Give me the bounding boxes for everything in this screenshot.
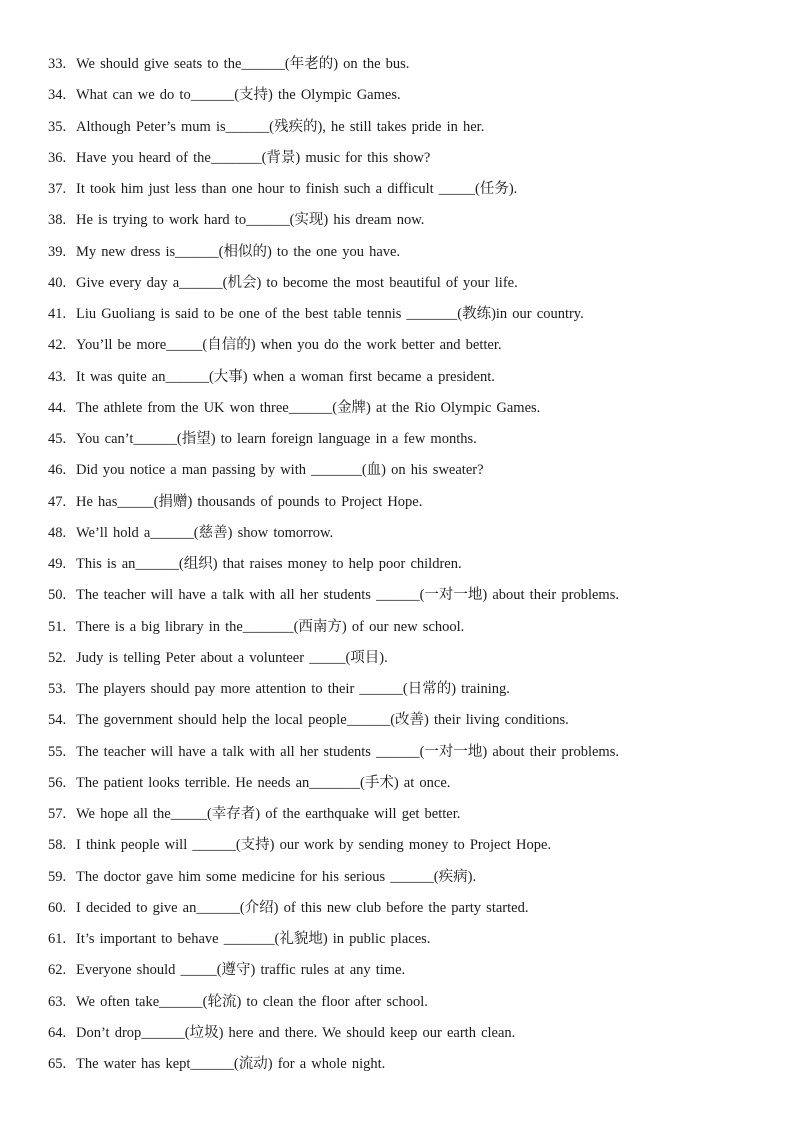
question-item (48, 54, 768, 85)
question-text: This is an______(组织) that raises money to help poor children. (76, 556, 462, 572)
question-item (48, 429, 768, 460)
question-text: He has_____(捐赠) thousands of pounds to Project Hope. (76, 493, 423, 510)
question-number: 64. (48, 1024, 67, 1041)
question-number: 53. (48, 681, 67, 697)
question-number: 45. (48, 431, 67, 447)
question-item (48, 867, 768, 898)
question-item (48, 617, 768, 648)
question-text: Liu Guoliang is said to be one of the best table tennis _______(教练)in our country. (76, 306, 584, 322)
question-text: Did you notice a man passing by with _______(血) on his sweater? (76, 462, 484, 479)
question-text: What can we do to______(支持) the Olympic Games. (76, 87, 401, 104)
question-item (48, 492, 768, 523)
question-item (48, 898, 768, 929)
question-number: 47. (48, 493, 67, 510)
question-text: Everyone should _____(遵守) traffic rules at any time. (76, 962, 406, 979)
question-number: 60. (48, 899, 67, 916)
question-item (48, 1054, 768, 1085)
question-item (48, 773, 768, 804)
question-number: 44. (48, 399, 67, 416)
question-number: 65. (48, 1056, 67, 1072)
question-text: You’ll be more_____(自信的) when you do the work better and better. (76, 337, 502, 354)
question-item (48, 304, 768, 335)
question-text: It’s important to behave _______(礼貌地) in public places. (76, 931, 431, 947)
question-number: 33. (48, 56, 67, 72)
question-number: 54. (48, 712, 67, 729)
question-item (48, 742, 768, 773)
question-item (48, 960, 768, 991)
question-text: It was quite an______(大事) when a woman first became a president. (76, 368, 495, 385)
question-text: The teacher will have a talk with all her students ______(一对一地) about their problems. (76, 587, 619, 604)
question-number: 57. (48, 806, 67, 822)
question-text: We’ll hold a______(慈善) show tomorrow. (76, 524, 334, 541)
question-text: The water has kept______(流动) for a whole night. (76, 1056, 386, 1072)
question-number: 52. (48, 649, 67, 666)
question-number: 51. (48, 618, 67, 635)
question-number: 59. (48, 868, 67, 885)
question-text: It took him just less than one hour to finish such a difficult _____(任务). (76, 181, 518, 197)
question-number: 36. (48, 149, 67, 166)
question-item (48, 710, 768, 741)
question-text: The athlete from the UK won three______(金牌) at the Rio Olympic Games. (76, 399, 541, 416)
question-number: 50. (48, 587, 67, 604)
question-list (48, 54, 768, 1085)
question-text: I think people will ______(支持) our work by sending money to Project Hope. (76, 837, 552, 854)
question-number: 37. (48, 181, 67, 197)
question-number: 42. (48, 337, 67, 354)
question-item (48, 117, 768, 148)
question-text: Judy is telling Peter about a volunteer _____(项目). (76, 649, 388, 666)
question-text: I decided to give an______(介绍) of this new club before the party started. (76, 899, 529, 916)
question-number: 46. (48, 462, 67, 479)
question-item (48, 85, 768, 116)
question-item (48, 210, 768, 241)
question-item (48, 679, 768, 710)
question-item (48, 179, 768, 210)
question-number: 55. (48, 743, 67, 760)
question-item (48, 367, 768, 398)
question-number: 63. (48, 993, 67, 1010)
question-item (48, 835, 768, 866)
question-item (48, 523, 768, 554)
question-number: 61. (48, 931, 67, 947)
question-text: Give every day a______(机会) to become the most beautiful of your life. (76, 274, 518, 291)
question-text: The doctor gave him some medicine for his serious ______(疾病). (76, 868, 477, 885)
question-number: 39. (48, 243, 67, 260)
question-text: The government should help the local people______(改善) their living conditions. (76, 712, 569, 729)
question-text: We often take______(轮流) to clean the floor after school. (76, 993, 428, 1010)
question-text: Don’t drop______(垃圾) here and there. We should keep our earth clean. (76, 1024, 516, 1041)
question-number: 40. (48, 274, 67, 291)
question-item (48, 929, 768, 960)
question-text: My new dress is______(相似的) to the one you have. (76, 243, 401, 260)
question-text: He is trying to work hard to______(实现) his dream now. (76, 212, 425, 229)
question-text: Have you heard of the_______(背景) music for this show? (76, 149, 431, 166)
question-text: The players should pay more attention to their ______(日常的) training. (76, 681, 510, 697)
question-text: We should give seats to the______(年老的) on the bus. (76, 56, 410, 72)
question-item (48, 992, 768, 1023)
question-item (48, 398, 768, 429)
question-number: 38. (48, 212, 67, 229)
question-number: 62. (48, 962, 67, 979)
question-item (48, 804, 768, 835)
question-number: 35. (48, 118, 67, 135)
question-item (48, 585, 768, 616)
question-text: The patient looks terrible. He needs an_______(手术) at once. (76, 774, 451, 791)
question-item (48, 242, 768, 273)
question-text: Although Peter’s mum is______(残疾的), he still takes pride in her. (76, 118, 485, 135)
question-item (48, 335, 768, 366)
question-number: 49. (48, 556, 67, 572)
question-number: 56. (48, 774, 67, 791)
question-item (48, 554, 768, 585)
question-item (48, 1023, 768, 1054)
question-number: 48. (48, 524, 67, 541)
question-text: You can’t______(指望) to learn foreign language in a few months. (76, 431, 477, 447)
question-number: 58. (48, 837, 67, 854)
question-item (48, 460, 768, 491)
question-number: 34. (48, 87, 67, 104)
question-text: The teacher will have a talk with all her students ______(一对一地) about their problems. (76, 743, 619, 760)
question-text: We hope all the_____(幸存者) of the earthquake will get better. (76, 806, 461, 822)
question-item (48, 148, 768, 179)
question-item (48, 273, 768, 304)
question-number: 43. (48, 368, 67, 385)
question-text: There is a big library in the_______(西南方) of our new school. (76, 618, 465, 635)
question-number: 41. (48, 306, 67, 322)
question-item (48, 648, 768, 679)
